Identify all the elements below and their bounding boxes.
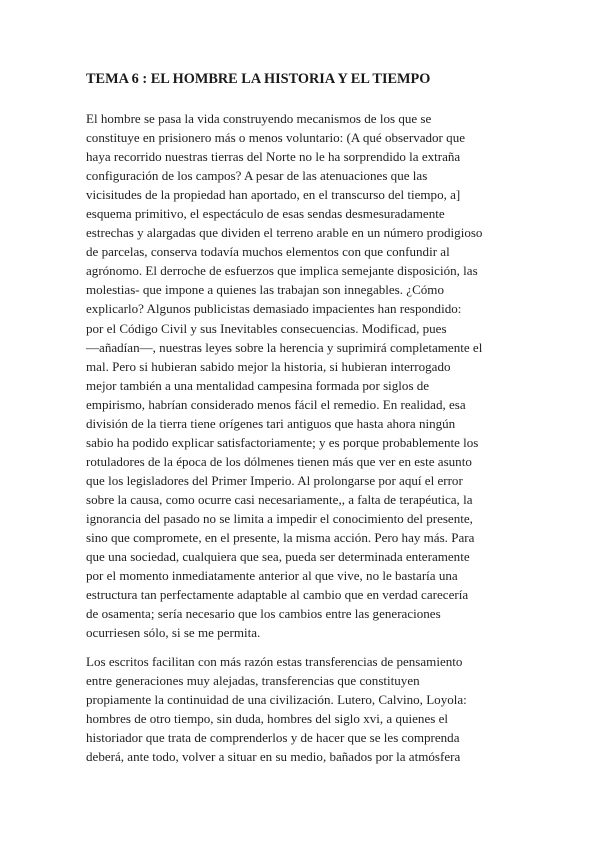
text-line: vicisitudes de la propiedad han aportado, en el transcurso del tiempo, a] xyxy=(86,187,461,203)
text-line: por el Código Civil y sus Inevitables consecuencias. Modificad, pues xyxy=(86,320,447,336)
text-line: rotuladores de la época de los dólmenes tienen más que ver en este asunto xyxy=(86,453,472,469)
text-line: mejor también a una mentalidad campesina formada por siglos de xyxy=(86,377,430,393)
text-line: agrónomo. El derroche de esfuerzos que implica semejante disposición, las xyxy=(86,263,478,279)
text-line: propiamente la continuidad de una civilización. Lutero, Calvino, Loyola: xyxy=(86,692,467,708)
text-line: sobre la causa, como ocurre casi necesariamente,, a falta de terapéutica, la xyxy=(86,491,473,507)
document-title: TEMA 6 : EL HOMBRE LA HISTORIA Y EL TIEMPO xyxy=(86,71,431,87)
text-line: molestias- que impone a quienes las trabajan son innegables. ¿Cómo xyxy=(86,282,444,298)
paragraph-1 xyxy=(86,109,526,642)
text-line: sabio ha podido explicar satisfactoriamente; y es porque probablemente los xyxy=(86,434,479,450)
text-line: configuración de los campos? A pesar de las atenuaciones que las xyxy=(86,168,428,184)
text-line: empirismo, habrían considerado menos fácil el remedio. En realidad, esa xyxy=(86,396,466,412)
text-line: constituye en prisionero más o menos voluntario: (A qué observador que xyxy=(86,130,466,146)
text-line: Los escritos facilitan con más razón estas transferencias de pensamiento xyxy=(86,654,463,669)
text-line: ocurriesen sólo, si se me permita. xyxy=(86,625,261,641)
text-line: sino que compromete, en el presente, la misma acción. Pero hay más. Para xyxy=(86,530,475,546)
text-line: que una sociedad, cualquiera que sea, pueda ser determinada enteramente xyxy=(86,549,470,565)
text-line: El hombre se pasa la vida construyendo mecanismos de los que se xyxy=(86,111,432,126)
text-line: por el momento inmediatamente anterior al que vive, no le bastaría una xyxy=(86,568,458,584)
text-line: mal. Pero si hubieran sabido mejor la historia, si hubieran interrogado xyxy=(86,358,451,374)
text-line: estructura tan perfectamente adaptable al cambio que en verdad carecería xyxy=(86,587,469,603)
text-line: haya recorrido nuestras tierras del Norte no le ha sorprendido la extraña xyxy=(86,149,461,165)
text-line: de osamenta; sería necesario que los cambios entre las generaciones xyxy=(86,606,441,622)
text-line: —añadían—, nuestras leyes sobre la herencia y suprimirá completamente el xyxy=(86,339,483,355)
text-line: entre generaciones muy alejadas, transferencias que constituyen xyxy=(86,673,420,689)
text-line: esquema primitivo, el espectáculo de esas sendas desmesuradamente xyxy=(86,206,445,222)
text-line: estrechas y alargadas que dividen el terreno arable en un número prodigioso xyxy=(86,225,483,241)
text-line: explicarlo? Algunos publicistas demasiado impacientes han respondido: xyxy=(86,301,462,317)
text-line: deberá, ante todo, volver a situar en su medio, bañados por la atmósfera xyxy=(86,749,461,765)
text-line: de parcelas, conserva todavía muchos elementos con que confundir al xyxy=(86,244,450,260)
text-line: hombres de otro tiempo, sin duda, hombres del siglo xvi, a quienes el xyxy=(86,711,448,727)
text-line: ignorancia del pasado no se limita a impedir el conocimiento del presente, xyxy=(86,510,473,526)
paragraph-2 xyxy=(86,652,526,766)
text-line: que los legisladores del Primer Imperio. Al prolongarse por aquí el error xyxy=(86,472,463,488)
text-line: historiador que trata de comprenderlos y de hacer que se les comprenda xyxy=(86,730,460,746)
text-line: división de la tierra tiene orígenes tari antiguos que hasta ahora ningún xyxy=(86,415,456,431)
